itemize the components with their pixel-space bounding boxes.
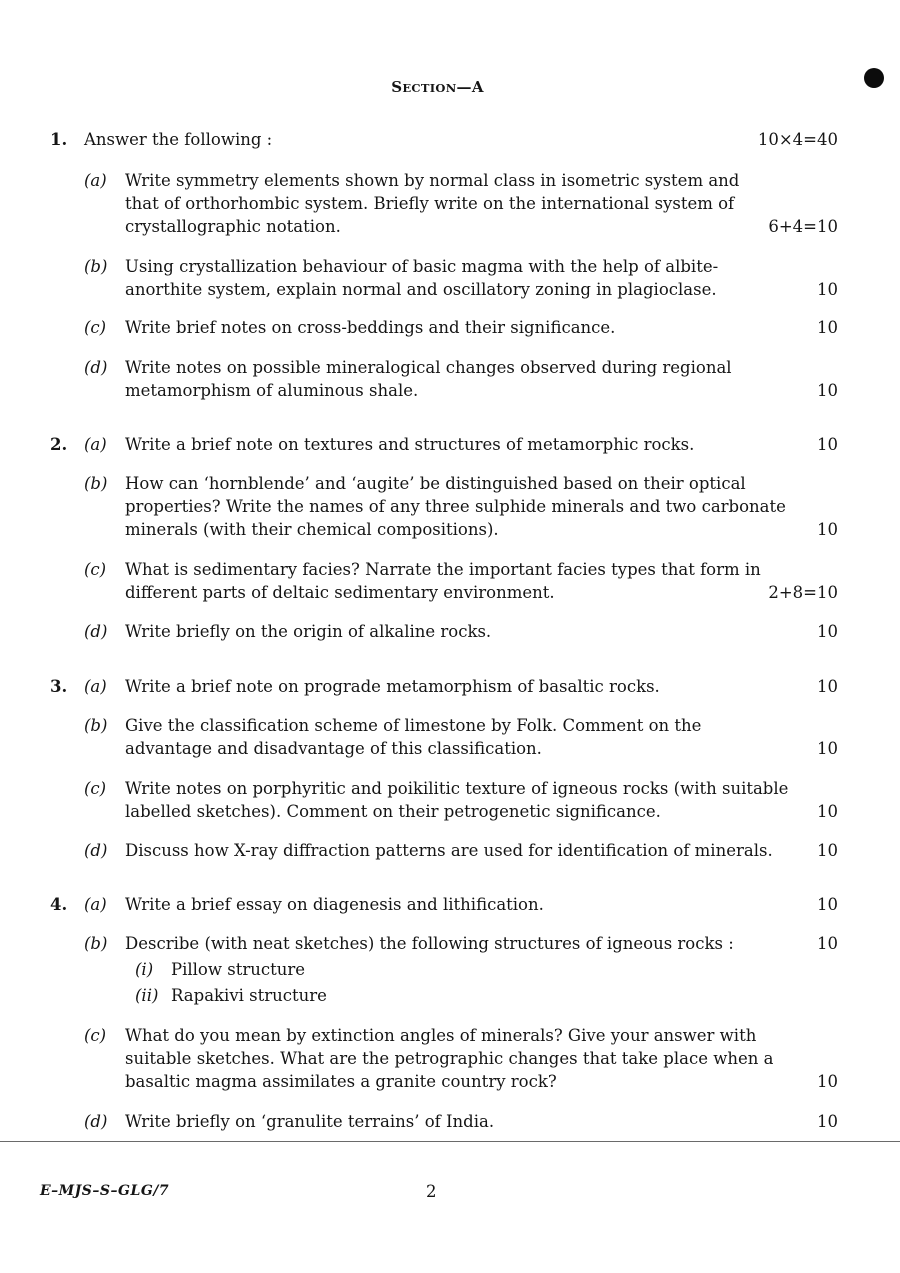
part-text: Write briefly on the origin of alkaline rocks. — [125, 622, 492, 641]
sub-part-text: Rapakivi structure — [171, 986, 327, 1005]
marks: 10 — [817, 841, 838, 860]
part-text: Describe (with neat sketches) the following structures of igneous rocks : — [125, 934, 734, 953]
part-label: (b) — [84, 257, 108, 276]
marks: 10 — [817, 318, 838, 337]
part-text: Write briefly on ‘granulite terrains’ of India. — [125, 1112, 495, 1131]
part-text: What do you mean by extinction angles of minerals? Give your answer with suitable sketches. What are the petrographic changes that take place when a basaltic magma assimilates a granite country rock? — [125, 1026, 774, 1091]
part-text: Using crystallization behaviour of basic magma with the help of albite- anorthite system, explain normal and oscillatory zoning in plagioclase. — [125, 257, 719, 299]
part-label: (a) — [84, 435, 107, 454]
question-number: 4. — [50, 895, 68, 914]
part-text: What is sedimentary facies? Narrate the important facies types that form in different parts of deltaic sedimentary environment. — [125, 560, 761, 602]
marks: 10 — [817, 802, 838, 821]
marks: 10 — [817, 934, 838, 953]
part-text: Write a brief note on prograde metamorphism of basaltic rocks. — [125, 677, 660, 696]
marks: 10 — [817, 435, 838, 454]
part-label: (c) — [84, 779, 107, 798]
marks: 10×4=40 — [757, 130, 838, 149]
part-label: (b) — [84, 716, 108, 735]
part-label: (b) — [84, 934, 108, 953]
marks: 6+4=10 — [768, 217, 838, 236]
marks: 10 — [817, 1072, 838, 1091]
marks: 10 — [817, 381, 838, 400]
part-text: Discuss how X-ray diffraction patterns are used for identification of minerals. — [125, 841, 773, 860]
part-label: (a) — [84, 677, 107, 696]
question-number: 2. — [50, 435, 68, 454]
part-label: (c) — [84, 1026, 107, 1045]
question-number: 3. — [50, 677, 68, 696]
part-label: (d) — [84, 622, 108, 641]
marks: 10 — [817, 739, 838, 758]
part-label: (d) — [84, 841, 108, 860]
footer-rule — [0, 1141, 900, 1142]
sub-part-label: (ii) — [135, 986, 159, 1005]
marks: 10 — [817, 622, 838, 641]
part-label: (a) — [84, 895, 107, 914]
marks: 10 — [817, 280, 838, 299]
part-label: (a) — [84, 171, 107, 190]
question-number: 1. — [50, 130, 68, 149]
part-label: (d) — [84, 358, 108, 377]
part-text: How can ‘hornblende’ and ‘augite’ be distinguished based on their optical properties? Write the names of any three sulphide minerals and two carbonate minerals (with their chemical compositions). — [125, 474, 786, 539]
part-text: Write a brief essay on diagenesis and lithification. — [125, 895, 544, 914]
part-label: (d) — [84, 1112, 108, 1131]
section-heading: SECTION—A — [391, 78, 484, 96]
part-text: Write notes on porphyritic and poikilitic texture of igneous rocks (with suitable labelled sketches). Comment on their petrogenetic significance. — [125, 779, 789, 821]
part-text: Give the classification scheme of limestone by Folk. Comment on the advantage and disadvantage of this classification. — [125, 716, 702, 758]
part-text: Write brief notes on cross-beddings and their significance. — [125, 318, 616, 337]
part-label: (b) — [84, 474, 108, 493]
marks: 10 — [817, 677, 838, 696]
part-label: (c) — [84, 318, 107, 337]
question-stem: Answer the following : — [84, 130, 273, 149]
paper-code: E–MJS–S–GLG/7 — [40, 1183, 170, 1199]
part-text: Write a brief note on textures and structures of metamorphic rocks. — [125, 435, 695, 454]
sub-part-text: Pillow structure — [171, 960, 305, 979]
part-text: Write notes on possible mineralogical changes observed during regional metamorphism of aluminous shale. — [125, 358, 732, 400]
marks: 10 — [817, 520, 838, 539]
marks: 10 — [817, 1112, 838, 1131]
sub-part-label: (i) — [135, 960, 154, 979]
marks: 2+8=10 — [768, 583, 838, 602]
marks: 10 — [817, 895, 838, 914]
registration-dot — [864, 68, 884, 88]
part-text: Write symmetry elements shown by normal class in isometric system and that of orthorhombic system. Briefly write on the international system of crystallographic notation. — [125, 171, 740, 236]
part-label: (c) — [84, 560, 107, 579]
page-number: 2 — [426, 1182, 437, 1201]
